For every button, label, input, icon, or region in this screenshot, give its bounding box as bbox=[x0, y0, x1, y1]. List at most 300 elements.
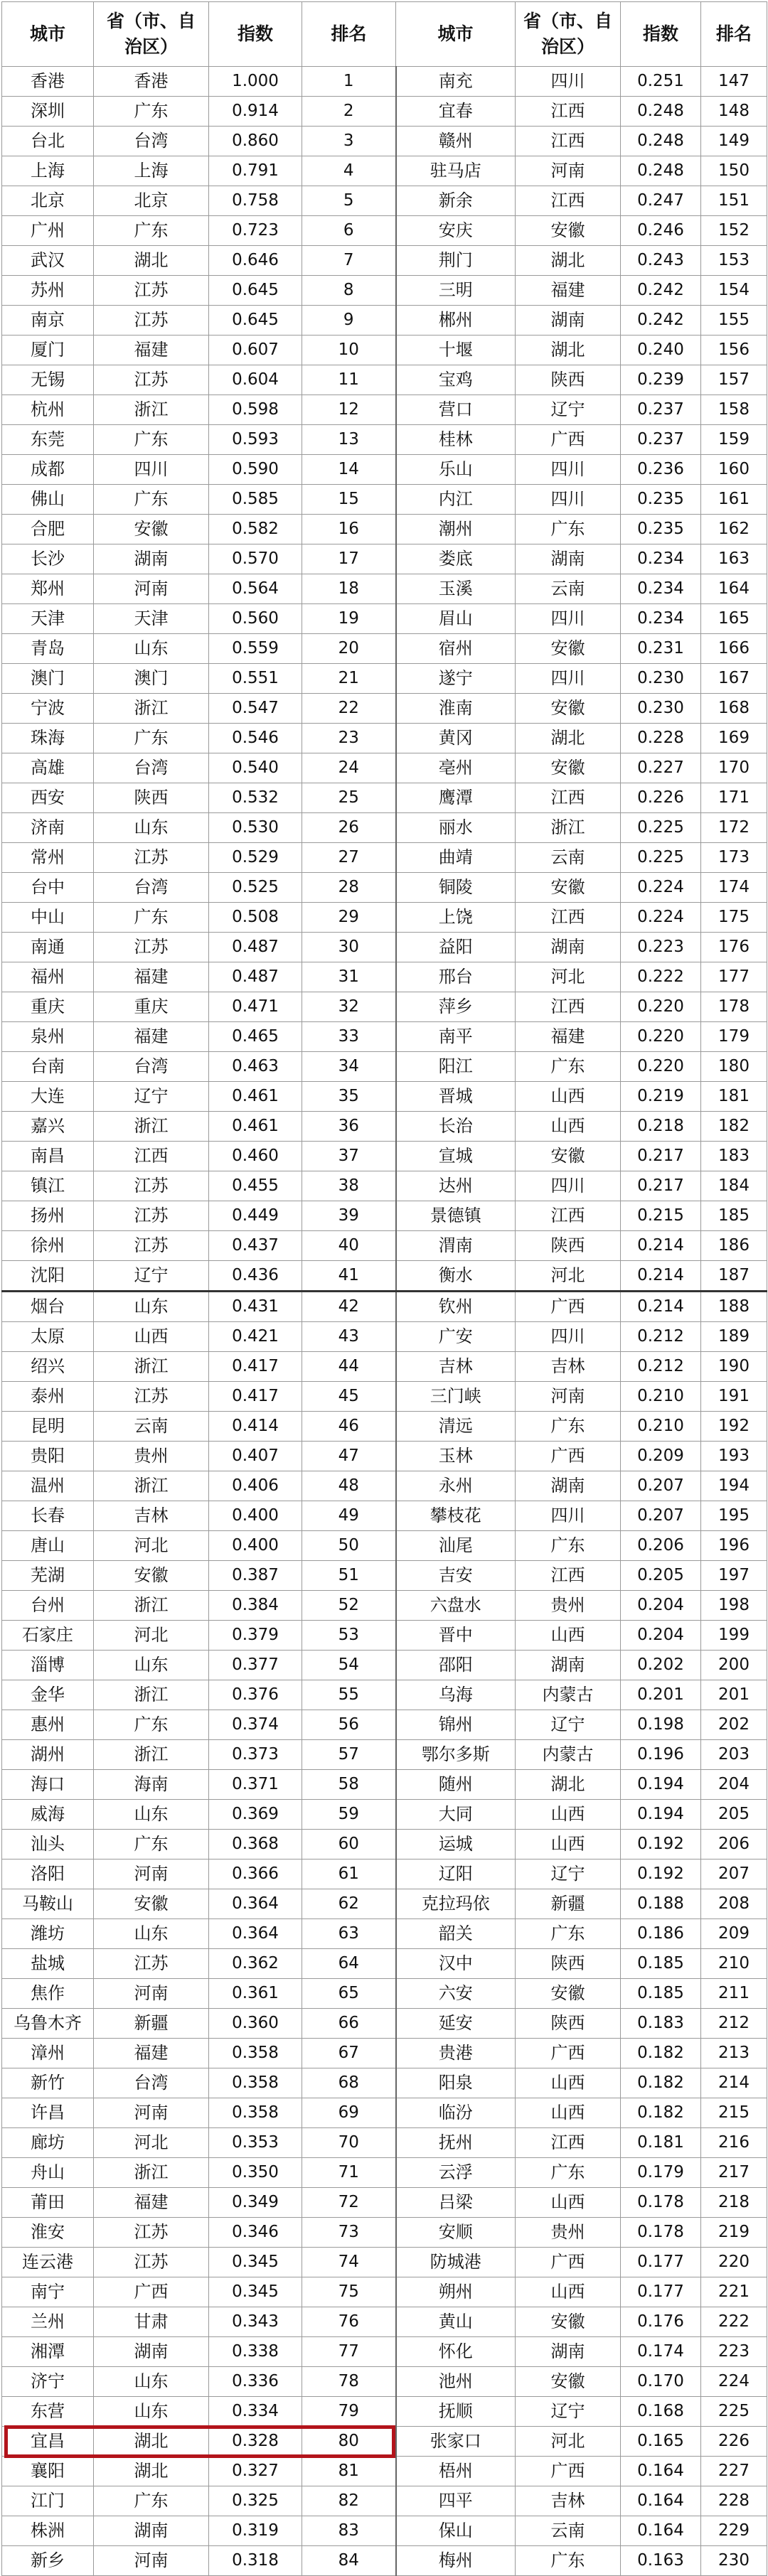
table-row bbox=[2, 1322, 767, 1352]
province-cell: 福建 bbox=[94, 336, 209, 365]
province-cell: 陕西 bbox=[94, 783, 209, 813]
right-index-cell: 0.201 bbox=[621, 1680, 701, 1710]
province-cell: 新疆 bbox=[94, 2009, 209, 2039]
table-row bbox=[2, 604, 767, 634]
right-rank-cell: 205 bbox=[701, 1800, 767, 1830]
rank-cell: 34 bbox=[302, 1052, 396, 1082]
right-city-cell: 丽水 bbox=[396, 813, 516, 843]
index-cell: 0.421 bbox=[209, 1322, 302, 1352]
city-cell: 株洲 bbox=[2, 2516, 94, 2546]
right-rank-cell: 177 bbox=[701, 962, 767, 992]
table-row bbox=[2, 2068, 767, 2098]
city-cell: 西安 bbox=[2, 783, 94, 813]
right-province-cell: 四川 bbox=[516, 664, 621, 694]
right-city-cell: 云浮 bbox=[396, 2158, 516, 2188]
rank-cell: 25 bbox=[302, 783, 396, 813]
right-city-cell: 乌海 bbox=[396, 1680, 516, 1710]
province-cell: 江苏 bbox=[94, 1382, 209, 1412]
right-index-cell: 0.240 bbox=[621, 336, 701, 365]
table-row bbox=[2, 724, 767, 753]
right-city-cell: 渭南 bbox=[396, 1231, 516, 1261]
city-cell: 南昌 bbox=[2, 1142, 94, 1171]
city-cell: 深圳 bbox=[2, 97, 94, 127]
right-rank-cell: 210 bbox=[701, 1949, 767, 1979]
right-index-cell: 0.165 bbox=[621, 2427, 701, 2457]
province-cell: 河南 bbox=[94, 574, 209, 604]
table-row bbox=[2, 2218, 767, 2248]
table-row bbox=[2, 97, 767, 127]
rank-cell: 45 bbox=[302, 1382, 396, 1412]
header-city: 城市 bbox=[2, 2, 94, 67]
right-province-cell: 贵州 bbox=[516, 2218, 621, 2248]
right-index-cell: 0.194 bbox=[621, 1770, 701, 1800]
right-index-cell: 0.182 bbox=[621, 2098, 701, 2128]
right-rank-cell: 173 bbox=[701, 843, 767, 873]
rank-cell: 26 bbox=[302, 813, 396, 843]
table-row bbox=[2, 933, 767, 962]
right-city-cell: 贵港 bbox=[396, 2039, 516, 2068]
header-province-line2: 治区） bbox=[124, 36, 178, 57]
right-index-cell: 0.176 bbox=[621, 2307, 701, 2337]
rank-cell: 2 bbox=[302, 97, 396, 127]
right-city-cell: 克拉玛依 bbox=[396, 1889, 516, 1919]
right-city-cell: 辽阳 bbox=[396, 1859, 516, 1889]
index-cell: 0.559 bbox=[209, 634, 302, 664]
index-cell: 0.449 bbox=[209, 1201, 302, 1231]
right-city-cell: 郴州 bbox=[396, 306, 516, 336]
rank-cell: 57 bbox=[302, 1740, 396, 1770]
table-row bbox=[2, 843, 767, 873]
table-row bbox=[2, 1770, 767, 1800]
rank-cell: 80 bbox=[302, 2427, 396, 2457]
right-rank-cell: 209 bbox=[701, 1919, 767, 1949]
table-row bbox=[2, 2486, 767, 2516]
right-rank-cell: 172 bbox=[701, 813, 767, 843]
right-index-cell: 0.223 bbox=[621, 933, 701, 962]
province-cell: 广东 bbox=[94, 1830, 209, 1859]
rank-cell: 72 bbox=[302, 2188, 396, 2218]
index-cell: 1.000 bbox=[209, 67, 302, 97]
table-row bbox=[2, 783, 767, 813]
province-cell: 山东 bbox=[94, 634, 209, 664]
right-province-cell: 陕西 bbox=[516, 1231, 621, 1261]
table-row bbox=[2, 1471, 767, 1501]
right-rank-cell: 155 bbox=[701, 306, 767, 336]
province-cell: 广东 bbox=[94, 1710, 209, 1740]
rank-cell: 27 bbox=[302, 843, 396, 873]
index-cell: 0.360 bbox=[209, 2009, 302, 2039]
city-cell: 东莞 bbox=[2, 425, 94, 455]
right-province-cell: 广东 bbox=[516, 1052, 621, 1082]
index-cell: 0.373 bbox=[209, 1740, 302, 1770]
rank-cell: 59 bbox=[302, 1800, 396, 1830]
right-rank-cell: 162 bbox=[701, 515, 767, 544]
province-cell: 浙江 bbox=[94, 2158, 209, 2188]
right-city-cell: 钦州 bbox=[396, 1292, 516, 1322]
right-city-cell: 临汾 bbox=[396, 2098, 516, 2128]
index-cell: 0.585 bbox=[209, 485, 302, 515]
city-cell: 昆明 bbox=[2, 1412, 94, 1442]
right-rank-cell: 181 bbox=[701, 1082, 767, 1112]
header-province-right bbox=[516, 2, 621, 67]
right-city-cell: 保山 bbox=[396, 2516, 516, 2546]
right-index-cell: 0.188 bbox=[621, 1889, 701, 1919]
rank-cell: 20 bbox=[302, 634, 396, 664]
right-province-cell: 湖南 bbox=[516, 306, 621, 336]
right-city-cell: 桂林 bbox=[396, 425, 516, 455]
right-province-cell: 河北 bbox=[516, 2427, 621, 2457]
index-cell: 0.546 bbox=[209, 724, 302, 753]
rank-cell: 53 bbox=[302, 1621, 396, 1651]
right-province-cell: 广东 bbox=[516, 2158, 621, 2188]
right-rank-cell: 229 bbox=[701, 2516, 767, 2546]
city-cell: 嘉兴 bbox=[2, 1112, 94, 1142]
right-city-cell: 上饶 bbox=[396, 903, 516, 933]
right-index-cell: 0.196 bbox=[621, 1740, 701, 1770]
right-index-cell: 0.224 bbox=[621, 873, 701, 903]
table-row bbox=[2, 2098, 767, 2128]
index-cell: 0.368 bbox=[209, 1830, 302, 1859]
index-cell: 0.645 bbox=[209, 306, 302, 336]
right-province-cell: 福建 bbox=[516, 1022, 621, 1052]
table-body bbox=[2, 67, 767, 2576]
index-cell: 0.461 bbox=[209, 1112, 302, 1142]
right-city-cell: 宝鸡 bbox=[396, 365, 516, 395]
rank-cell: 83 bbox=[302, 2516, 396, 2546]
city-cell: 襄阳 bbox=[2, 2457, 94, 2486]
index-cell: 0.598 bbox=[209, 395, 302, 425]
index-cell: 0.358 bbox=[209, 2098, 302, 2128]
city-cell: 杭州 bbox=[2, 395, 94, 425]
right-city-cell: 汕尾 bbox=[396, 1531, 516, 1561]
right-city-cell: 运城 bbox=[396, 1830, 516, 1859]
right-index-cell: 0.248 bbox=[621, 127, 701, 156]
index-cell: 0.540 bbox=[209, 753, 302, 783]
index-cell: 0.551 bbox=[209, 664, 302, 694]
rank-cell: 36 bbox=[302, 1112, 396, 1142]
index-cell: 0.914 bbox=[209, 97, 302, 127]
right-index-cell: 0.237 bbox=[621, 425, 701, 455]
header-province bbox=[94, 2, 209, 67]
right-rank-cell: 174 bbox=[701, 873, 767, 903]
right-province-cell: 四川 bbox=[516, 1171, 621, 1201]
rank-cell: 60 bbox=[302, 1830, 396, 1859]
right-city-cell: 广安 bbox=[396, 1322, 516, 1352]
right-province-cell: 福建 bbox=[516, 276, 621, 306]
header-province-line1: 省（市、自 bbox=[106, 10, 196, 31]
right-index-cell: 0.170 bbox=[621, 2367, 701, 2397]
right-province-cell: 山西 bbox=[516, 2098, 621, 2128]
right-province-cell: 四川 bbox=[516, 67, 621, 97]
right-province-cell: 辽宁 bbox=[516, 1710, 621, 1740]
right-index-cell: 0.164 bbox=[621, 2486, 701, 2516]
right-rank-cell: 199 bbox=[701, 1621, 767, 1651]
right-rank-cell: 164 bbox=[701, 574, 767, 604]
city-cell: 台北 bbox=[2, 127, 94, 156]
province-cell: 辽宁 bbox=[94, 1261, 209, 1292]
right-province-cell: 江西 bbox=[516, 1561, 621, 1591]
table-row bbox=[2, 1800, 767, 1830]
right-province-cell: 云南 bbox=[516, 574, 621, 604]
right-index-cell: 0.177 bbox=[621, 2248, 701, 2277]
index-cell: 0.343 bbox=[209, 2307, 302, 2337]
table-row bbox=[2, 365, 767, 395]
right-index-cell: 0.192 bbox=[621, 1830, 701, 1859]
rank-cell: 4 bbox=[302, 156, 396, 186]
city-cell: 兰州 bbox=[2, 2307, 94, 2337]
province-cell: 湖北 bbox=[94, 246, 209, 276]
rank-cell: 41 bbox=[302, 1261, 396, 1292]
province-cell: 浙江 bbox=[94, 1740, 209, 1770]
city-cell: 威海 bbox=[2, 1800, 94, 1830]
index-cell: 0.431 bbox=[209, 1292, 302, 1322]
city-cell: 唐山 bbox=[2, 1531, 94, 1561]
right-index-cell: 0.230 bbox=[621, 664, 701, 694]
index-cell: 0.364 bbox=[209, 1889, 302, 1919]
table-row bbox=[2, 2277, 767, 2307]
city-cell: 镇江 bbox=[2, 1171, 94, 1201]
right-city-cell: 萍乡 bbox=[396, 992, 516, 1022]
right-province-cell: 广西 bbox=[516, 425, 621, 455]
index-cell: 0.437 bbox=[209, 1231, 302, 1261]
right-rank-cell: 186 bbox=[701, 1231, 767, 1261]
right-rank-cell: 157 bbox=[701, 365, 767, 395]
table-row bbox=[2, 1740, 767, 1770]
index-cell: 0.560 bbox=[209, 604, 302, 634]
right-city-cell: 黄冈 bbox=[396, 724, 516, 753]
right-city-cell: 宜春 bbox=[396, 97, 516, 127]
right-rank-cell: 170 bbox=[701, 753, 767, 783]
table-row bbox=[2, 336, 767, 365]
table-row bbox=[2, 2009, 767, 2039]
table-row bbox=[2, 2427, 767, 2457]
city-cell: 烟台 bbox=[2, 1292, 94, 1322]
rank-cell: 28 bbox=[302, 873, 396, 903]
index-cell: 0.358 bbox=[209, 2039, 302, 2068]
province-cell: 河北 bbox=[94, 1531, 209, 1561]
index-cell: 0.414 bbox=[209, 1412, 302, 1442]
right-rank-cell: 228 bbox=[701, 2486, 767, 2516]
table-row bbox=[2, 216, 767, 246]
city-cell: 福州 bbox=[2, 962, 94, 992]
right-province-cell: 云南 bbox=[516, 843, 621, 873]
table-row bbox=[2, 127, 767, 156]
city-cell: 大连 bbox=[2, 1082, 94, 1112]
rank-cell: 73 bbox=[302, 2218, 396, 2248]
rank-cell: 40 bbox=[302, 1231, 396, 1261]
province-cell: 浙江 bbox=[94, 1352, 209, 1382]
city-cell: 绍兴 bbox=[2, 1352, 94, 1382]
rank-cell: 77 bbox=[302, 2337, 396, 2367]
right-city-cell: 清远 bbox=[396, 1412, 516, 1442]
right-rank-cell: 217 bbox=[701, 2158, 767, 2188]
right-city-cell: 曲靖 bbox=[396, 843, 516, 873]
right-rank-cell: 151 bbox=[701, 186, 767, 216]
province-cell: 河南 bbox=[94, 2098, 209, 2128]
province-cell: 山东 bbox=[94, 2367, 209, 2397]
city-cell: 无锡 bbox=[2, 365, 94, 395]
right-rank-cell: 215 bbox=[701, 2098, 767, 2128]
city-cell: 新乡 bbox=[2, 2546, 94, 2576]
right-index-cell: 0.178 bbox=[621, 2188, 701, 2218]
rank-cell: 14 bbox=[302, 455, 396, 485]
right-city-cell: 晋城 bbox=[396, 1082, 516, 1112]
table-row bbox=[2, 1680, 767, 1710]
right-rank-cell: 220 bbox=[701, 2248, 767, 2277]
rank-cell: 69 bbox=[302, 2098, 396, 2128]
province-cell: 云南 bbox=[94, 1412, 209, 1442]
city-cell: 香港 bbox=[2, 67, 94, 97]
right-province-cell: 安徽 bbox=[516, 1142, 621, 1171]
province-cell: 广东 bbox=[94, 903, 209, 933]
province-cell: 台湾 bbox=[94, 2068, 209, 2098]
table-row bbox=[2, 2397, 767, 2427]
rank-cell: 44 bbox=[302, 1352, 396, 1382]
city-cell: 成都 bbox=[2, 455, 94, 485]
right-city-cell: 玉溪 bbox=[396, 574, 516, 604]
city-cell: 贵阳 bbox=[2, 1442, 94, 1471]
table-row bbox=[2, 544, 767, 574]
province-cell: 福建 bbox=[94, 1022, 209, 1052]
right-index-cell: 0.212 bbox=[621, 1352, 701, 1382]
city-cell: 中山 bbox=[2, 903, 94, 933]
right-index-cell: 0.182 bbox=[621, 2068, 701, 2098]
province-cell: 河南 bbox=[94, 2546, 209, 2576]
right-province-cell: 广西 bbox=[516, 1292, 621, 1322]
city-cell: 苏州 bbox=[2, 276, 94, 306]
right-rank-cell: 184 bbox=[701, 1171, 767, 1201]
city-cell: 惠州 bbox=[2, 1710, 94, 1740]
right-rank-cell: 175 bbox=[701, 903, 767, 933]
right-province-cell: 四川 bbox=[516, 1501, 621, 1531]
right-rank-cell: 230 bbox=[701, 2546, 767, 2576]
table-row bbox=[2, 1949, 767, 1979]
index-cell: 0.604 bbox=[209, 365, 302, 395]
city-cell: 乌鲁木齐 bbox=[2, 2009, 94, 2039]
city-cell: 汕头 bbox=[2, 1830, 94, 1859]
province-cell: 湖南 bbox=[94, 544, 209, 574]
right-rank-cell: 227 bbox=[701, 2457, 767, 2486]
right-index-cell: 0.246 bbox=[621, 216, 701, 246]
right-rank-cell: 183 bbox=[701, 1142, 767, 1171]
right-index-cell: 0.242 bbox=[621, 276, 701, 306]
right-city-cell: 潮州 bbox=[396, 515, 516, 544]
province-cell: 浙江 bbox=[94, 1591, 209, 1621]
right-index-cell: 0.210 bbox=[621, 1412, 701, 1442]
right-province-cell: 河南 bbox=[516, 1382, 621, 1412]
right-index-cell: 0.235 bbox=[621, 485, 701, 515]
right-index-cell: 0.182 bbox=[621, 2039, 701, 2068]
table-row bbox=[2, 156, 767, 186]
index-cell: 0.345 bbox=[209, 2248, 302, 2277]
right-city-cell: 眉山 bbox=[396, 604, 516, 634]
right-rank-cell: 156 bbox=[701, 336, 767, 365]
right-rank-cell: 214 bbox=[701, 2068, 767, 2098]
index-cell: 0.463 bbox=[209, 1052, 302, 1082]
right-rank-cell: 211 bbox=[701, 1979, 767, 2009]
rank-cell: 70 bbox=[302, 2128, 396, 2158]
right-province-cell: 江西 bbox=[516, 186, 621, 216]
index-cell: 0.377 bbox=[209, 1651, 302, 1680]
right-rank-cell: 201 bbox=[701, 1680, 767, 1710]
province-cell: 江苏 bbox=[94, 1171, 209, 1201]
index-cell: 0.353 bbox=[209, 2128, 302, 2158]
right-rank-cell: 193 bbox=[701, 1442, 767, 1471]
right-city-cell: 梅州 bbox=[396, 2546, 516, 2576]
index-cell: 0.530 bbox=[209, 813, 302, 843]
right-province-cell: 陕西 bbox=[516, 2009, 621, 2039]
right-rank-cell: 196 bbox=[701, 1531, 767, 1561]
table-row bbox=[2, 1859, 767, 1889]
province-cell: 台湾 bbox=[94, 127, 209, 156]
right-rank-cell: 154 bbox=[701, 276, 767, 306]
province-cell: 福建 bbox=[94, 2039, 209, 2068]
province-cell: 广东 bbox=[94, 485, 209, 515]
rank-cell: 3 bbox=[302, 127, 396, 156]
right-index-cell: 0.237 bbox=[621, 395, 701, 425]
right-city-cell: 池州 bbox=[396, 2367, 516, 2397]
index-cell: 0.376 bbox=[209, 1680, 302, 1710]
province-cell: 浙江 bbox=[94, 694, 209, 724]
right-province-cell: 四川 bbox=[516, 1322, 621, 1352]
table-row bbox=[2, 1979, 767, 2009]
table-row bbox=[2, 1022, 767, 1052]
right-rank-cell: 152 bbox=[701, 216, 767, 246]
rank-cell: 38 bbox=[302, 1171, 396, 1201]
province-cell: 河南 bbox=[94, 1859, 209, 1889]
province-cell: 浙江 bbox=[94, 1471, 209, 1501]
right-index-cell: 0.217 bbox=[621, 1171, 701, 1201]
rank-cell: 43 bbox=[302, 1322, 396, 1352]
city-cell: 泰州 bbox=[2, 1382, 94, 1412]
right-rank-cell: 168 bbox=[701, 694, 767, 724]
index-cell: 0.336 bbox=[209, 2367, 302, 2397]
city-cell: 舟山 bbox=[2, 2158, 94, 2188]
right-province-cell: 安徽 bbox=[516, 1979, 621, 2009]
table-row bbox=[2, 2546, 767, 2576]
right-index-cell: 0.164 bbox=[621, 2516, 701, 2546]
rank-cell: 39 bbox=[302, 1201, 396, 1231]
right-city-cell: 十堰 bbox=[396, 336, 516, 365]
province-cell: 台湾 bbox=[94, 753, 209, 783]
right-province-cell: 广东 bbox=[516, 515, 621, 544]
province-cell: 河北 bbox=[94, 2128, 209, 2158]
city-cell: 武汉 bbox=[2, 246, 94, 276]
rank-cell: 31 bbox=[302, 962, 396, 992]
table-row bbox=[2, 2457, 767, 2486]
right-province-cell: 湖南 bbox=[516, 544, 621, 574]
city-cell: 上海 bbox=[2, 156, 94, 186]
right-rank-cell: 178 bbox=[701, 992, 767, 1022]
right-index-cell: 0.207 bbox=[621, 1471, 701, 1501]
province-cell: 河北 bbox=[94, 1621, 209, 1651]
right-province-cell: 湖南 bbox=[516, 2337, 621, 2367]
province-cell: 上海 bbox=[94, 156, 209, 186]
header-province-line2-right: 治区） bbox=[540, 36, 594, 57]
index-cell: 0.529 bbox=[209, 843, 302, 873]
table-row bbox=[2, 813, 767, 843]
table-row bbox=[2, 1082, 767, 1112]
city-cell: 南通 bbox=[2, 933, 94, 962]
right-index-cell: 0.206 bbox=[621, 1531, 701, 1561]
right-city-cell: 四平 bbox=[396, 2486, 516, 2516]
right-province-cell: 辽宁 bbox=[516, 1859, 621, 1889]
city-cell: 海口 bbox=[2, 1770, 94, 1800]
right-index-cell: 0.219 bbox=[621, 1082, 701, 1112]
right-province-cell: 内蒙古 bbox=[516, 1680, 621, 1710]
right-index-cell: 0.215 bbox=[621, 1201, 701, 1231]
table-row bbox=[2, 1621, 767, 1651]
